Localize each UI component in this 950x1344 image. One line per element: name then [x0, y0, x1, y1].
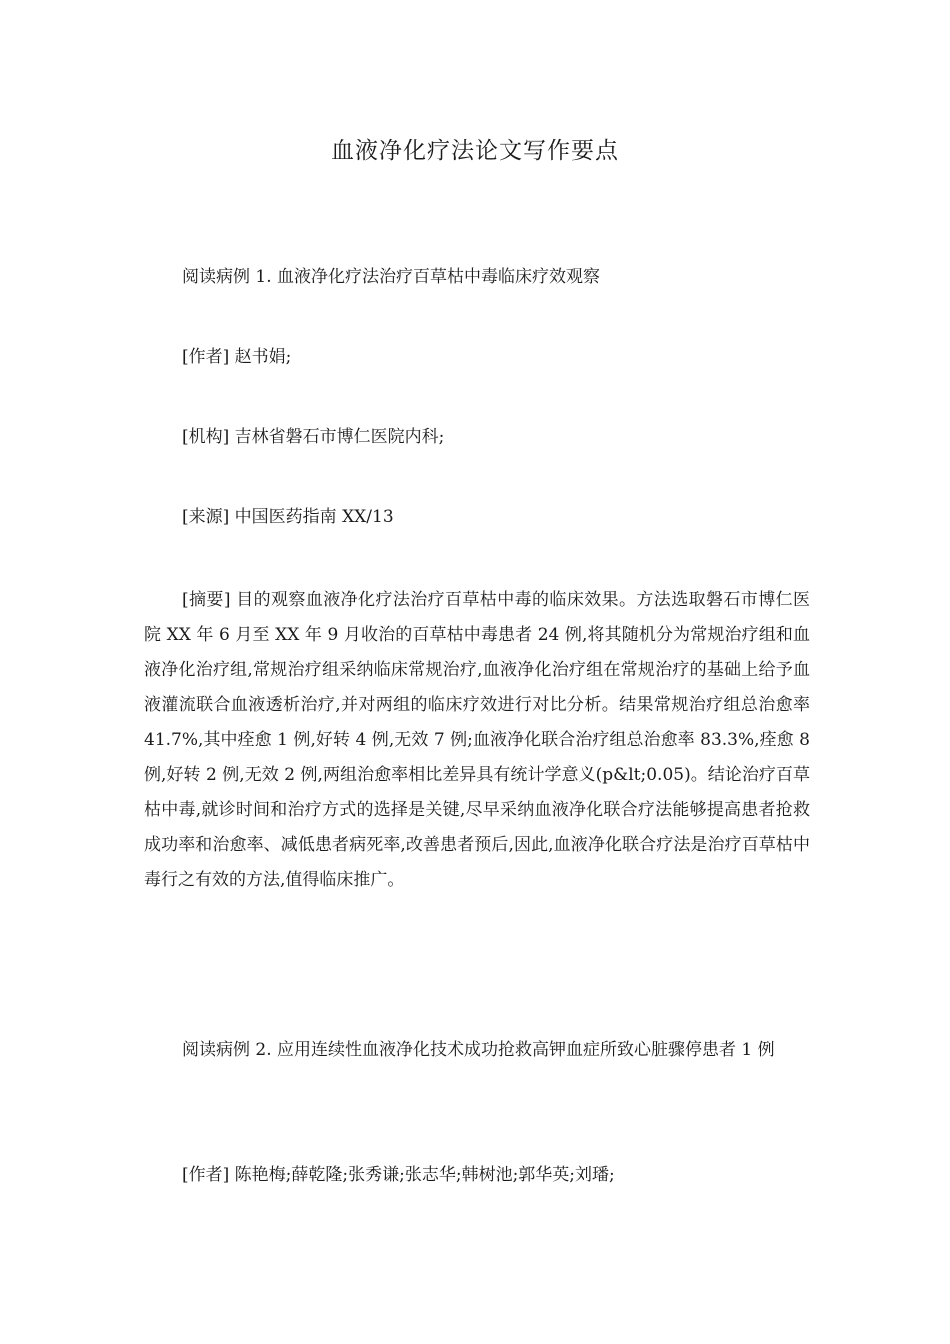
- case-1-author: [作者] 赵书娟;: [182, 347, 292, 367]
- case-2-heading: 阅读病例 2. 应用连续性血液净化技术成功抢救高钾血症所致心脏骤停患者 1 例: [182, 1040, 775, 1060]
- case-1-source: [来源] 中国医药指南 XX/13: [182, 507, 394, 527]
- case-1-heading: 阅读病例 1. 血液净化疗法治疗百草枯中毒临床疗效观察: [182, 267, 601, 287]
- case-1-institution: [机构] 吉林省磐石市博仁医院内科;: [182, 427, 445, 447]
- case-1-abstract: [摘要] 目的观察血液净化疗法治疗百草枯中毒的临床效果。方法选取磐石市博仁医院 XX 年 6 月至 XX 年 9 月收治的百草枯中毒患者 24 例,将其随机分为常规治疗组和血液净化治疗组,常规治疗组采纳临床常规治疗,血液净化治疗组在常规治疗的基础上给予血液灌流联合血液透析治疗,并对两组的临床疗效进行对比分析。结果常规治疗组总治愈率 41.7%,其中痊愈 1 例,好转 4 例,无效 7 例;血液净化联合治疗组总治愈率 83.3%,痊愈 8 例,好转 2 例,无效 2 例,两组治愈率相比差异具有统计学意义(p&lt;0.05)。结论治疗百草枯中毒,就诊时间和治疗方式的选择是关键,尽早采纳血液净化联合疗法能够提高患者抢救成功率和治愈率、减低患者病死率,改善患者预后,因此,血液净化联合疗法是治疗百草枯中毒行之有效的方法,值得临床推广。: [144, 590, 810, 890]
- case-2-author: [作者] 陈艳梅;薛乾隆;张秀谦;张志华;韩树池;郭华英;刘璠;: [182, 1165, 615, 1185]
- document-title: 血液净化疗法论文写作要点: [331, 138, 619, 164]
